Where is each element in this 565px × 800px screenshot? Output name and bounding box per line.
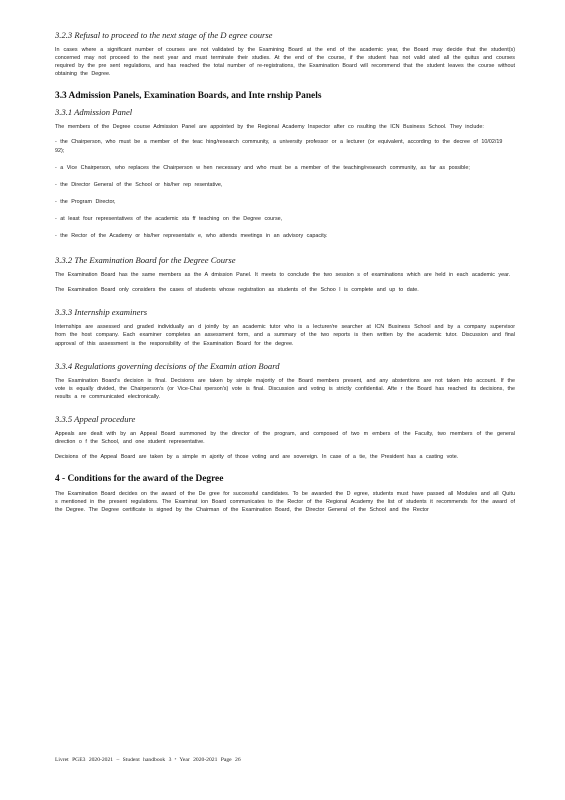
paragraph-examination-board-2: The Examination Board only considers the cases of students whose registration as students of the Schoo l is complete and up to date. — [55, 287, 419, 294]
paragraph-refusal: In cases where a significant number of courses are not validated by the Examining Board at the end of the academic year, the Board may decide that the student(s) concerned may not proceed to the next year and must terminate their studies. At the end of the course, if the student has not valid ated all the quitus and courses required by the pre sent regulations, and has reached the total number of re-registrations, the Examination Board will recommend that the student leaves the course without obtaining the Degree. — [55, 47, 515, 78]
section-heading-3-3: 3.3 Admission Panels, Examination Boards, and Inte rnship Panels — [55, 91, 322, 102]
list-item: - the Director General of the School or his/her rep resentative, — [55, 181, 223, 188]
paragraph-appeal-2: Decisions of the Appeal Board are taken by a simple m ajority of those voting and are sovereign. In case of a tie, the President has a casting vote. — [55, 454, 459, 461]
paragraph-conditions: The Examination Board decides on the award of the De gree for successful candidates. To be awarded the D egree, students must have passed all Modules and all Quitu s mentioned in the present regulations. The Examinat ion Board communicates to the Rector of the Regional Academy the list of students it recommends for the award of the Degree. The Degree certificate is signed by the Chairman of the Examination Board, the Director General of the School and the Rector — [55, 491, 515, 514]
section-heading-3-3-5: 3.3.5 Appeal procedure — [55, 413, 136, 424]
section-heading-3-3-1: 3.3.1 Admission Panel — [55, 107, 133, 118]
section-heading-3-2-3: 3.2.3 Refusal to proceed to the next stage of the D egree course — [55, 30, 273, 40]
section-heading-3-3-2: 3.3.2 The Examination Board for the Degree Course — [55, 255, 236, 266]
paragraph-internship-examiners: Internships are assessed and graded individually an d jointly by an academic tutor who is a lecturer/re searcher at ICN Business School and by a company supervisor from the host company. Each examiner completes an assessment form, and a summary of the two reports is then written by the academic tutor. Discussion and final approval of this assessment is the responsibility of the Examination Board for the degree. — [55, 324, 515, 347]
section-heading-4: 4 - Conditions for the award of the Degree — [55, 474, 224, 485]
paragraph-appeal-1: Appeals are dealt with by an Appeal Board summoned by the director of the program, and composed of two m embers of the Faculty, two members of the general direction o f the School, and one student representative. — [55, 430, 515, 445]
paragraph-examination-board-1: The Examination Board has the same members as the A dmission Panel. It meets to conclude the two session s of examinations which are held in each academic year. — [55, 272, 511, 279]
list-item: - the Chairperson, who must be a member of the teac hing/research community, a university professor or a lecturer (or equivalent, according to the decree of 10/02/19 92); — [55, 139, 503, 154]
page-footer: Livret PGE3 2020-2021 – Student handbook 3 ᵉ Year 2020-2021 Page 26 — [55, 757, 241, 763]
list-item: - the Rector of the Academy or his/her representativ e, who attends meetings in an advisory capacity. — [55, 233, 328, 240]
section-heading-3-3-4: 3.3.4 Regulations governing decisions of the Examin ation Board — [55, 360, 280, 371]
list-item: - a Vice Chairperson, who replaces the Chairperson w hen necessary and who must be a member of the teaching/research community, as far as possible; — [55, 164, 470, 171]
section-heading-3-3-3: 3.3.3 Internship examiners — [55, 307, 148, 318]
paragraph-regulations: The Examination Board's decision is final. Decisions are taken by simple majority of the Board members present, and any abstentions are not taken into account. If the vote is equally divided, the Chairperson's (or Vice-Chai rperson's) vote is final. Discussion and voting is strictly confidential. Afte r the Board has reached its decisions, the results a re communicated electronically. — [55, 377, 515, 400]
paragraph-admission-intro: The members of the Degree course Admission Panel are appointed by the Regional Academy Inspector after co nsulting the ICN Business School. They include: — [55, 124, 484, 131]
list-item: - at least four representatives of the academic sta ff teaching on the Degree course, — [55, 215, 283, 222]
list-item: - the Program Director, — [55, 198, 116, 205]
